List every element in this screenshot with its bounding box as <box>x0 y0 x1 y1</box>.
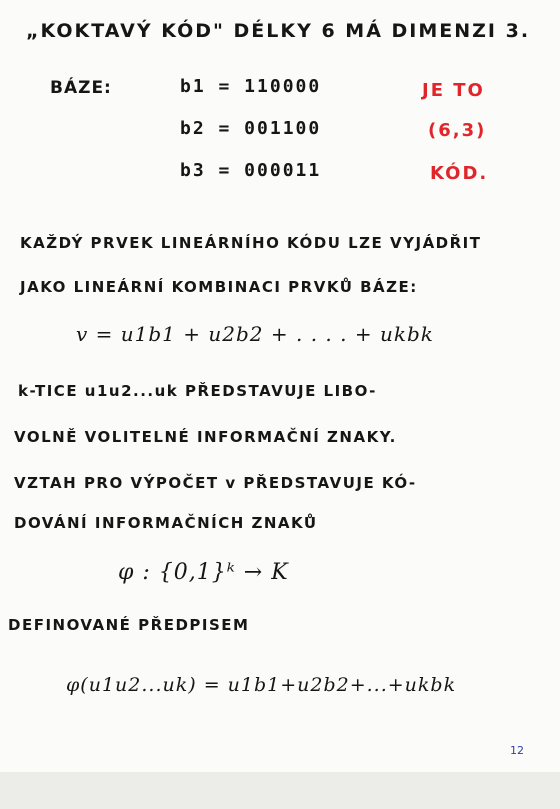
encoding-formula: φ(u1u2...uk) = u1b1+u2b2+...+ukbk <box>66 674 457 696</box>
basis-vector-b2: b2 = 001100 <box>180 118 322 139</box>
paragraph-1-line-2: JAKO LINEÁRNÍ KOMBINACI PRVKŮ BÁZE: <box>20 278 418 296</box>
paragraph-2-line-2: VOLNĚ VOLITELNÉ INFORMAČNÍ ZNAKY. <box>14 428 397 446</box>
basis-vector-b1: b1 = 110000 <box>180 76 322 97</box>
paragraph-4: DEFINOVANÉ PŘEDPISEM <box>8 616 250 634</box>
basis-label: BÁZE: <box>50 78 112 98</box>
paragraph-2-line-1: k-TICE u1u2...uk PŘEDSTAVUJE LIBO- <box>18 382 377 400</box>
page-bottom-edge <box>0 772 560 809</box>
page-number: 12 <box>510 744 524 757</box>
mapping-formula: φ : {0,1}ᵏ → K <box>118 560 289 585</box>
annotation-line-2: (6,3) <box>428 120 487 141</box>
paragraph-1-line-1: KAŽDÝ PRVEK LINEÁRNÍHO KÓDU LZE VYJÁDŘIT <box>20 234 482 252</box>
page-title: „KOKTAVÝ KÓD" DÉLKY 6 MÁ DIMENZI 3. <box>26 20 531 42</box>
annotation-line-1: JE TO <box>422 80 485 101</box>
basis-vector-b3: b3 = 000011 <box>180 160 322 181</box>
paragraph-3-line-1: VZTAH PRO VÝPOČET v PŘEDSTAVUJE KÓ- <box>14 474 417 492</box>
linear-combination-formula: v = u1b1 + u2b2 + . . . . + ukbk <box>76 322 434 346</box>
paragraph-3-line-2: DOVÁNÍ INFORMAČNÍCH ZNAKŮ <box>14 514 318 532</box>
annotation-line-3: KÓD. <box>430 163 489 184</box>
